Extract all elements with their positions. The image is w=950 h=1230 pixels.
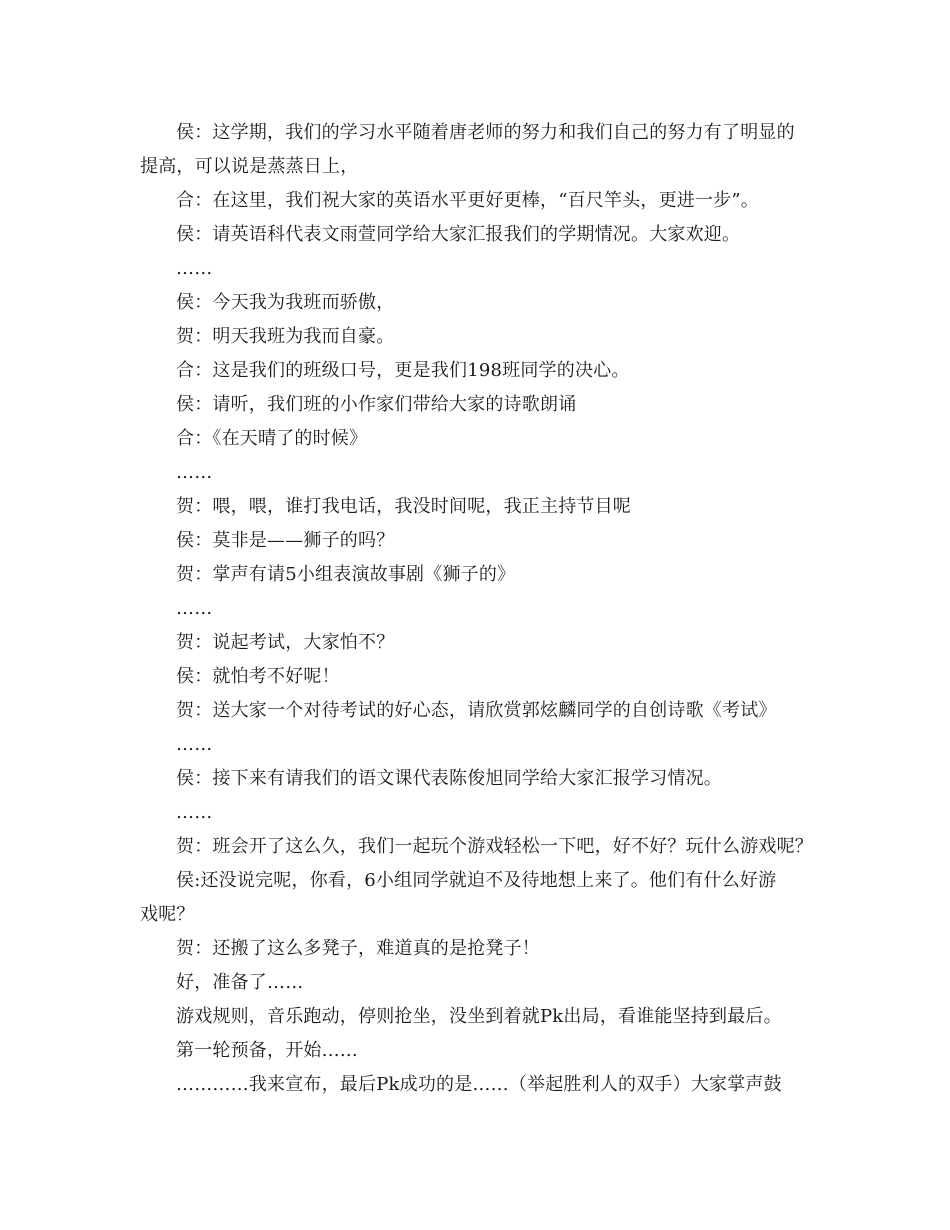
text-line: 贺：掌声有请5小组表演故事剧《狮子的》 — [176, 564, 516, 585]
text-line: 合：在这里，我们祝大家的英语水平更好更棒，“百尺竿头，更进一步”。 — [176, 190, 760, 211]
text-line: 合：这是我们的班级口号，更是我们198班同学的决心。 — [176, 360, 630, 381]
text-line: 游戏规则，音乐跑动，停则抢坐，没坐到着就Pk出局，看谁能坚持到最后。 — [176, 1006, 782, 1027]
text-line: …… — [176, 462, 213, 483]
text-line: 贺：喂，喂，谁打我电话，我没时间呢，我正主持节目呢 — [176, 496, 631, 517]
document-body — [140, 116, 820, 1102]
text-line: …………我来宣布，最后Pk成功的是……（举起胜利人的双手）大家掌声鼓 — [176, 1074, 782, 1095]
text-line: 第一轮预备，开始…… — [176, 1040, 358, 1061]
text-line: …… — [176, 598, 213, 619]
text-line: …… — [176, 258, 213, 279]
text-line: 戏呢？ — [140, 904, 195, 925]
text-line: 贺：还搬了这么多凳子，难道真的是抢凳子！ — [176, 938, 540, 959]
text-line: 贺：说起考试，大家怕不？ — [176, 632, 395, 653]
text-line: 提高，可以说是蒸蒸日上， — [140, 156, 359, 177]
text-line: 侯:还没说完呢，你看，6小组同学就迫不及待地想上来了。他们有什么好游 — [176, 870, 777, 891]
text-line: 合：《在天晴了的时候》 — [176, 428, 368, 449]
text-line: 侯：请英语科代表文雨萱同学给大家汇报我们的学期情况。大家欢迎。 — [176, 224, 741, 245]
text-line: 侯：接下来有请我们的语文课代表陈俊旭同学给大家汇报学习情况。 — [176, 768, 722, 789]
text-line: 侯：就怕考不好呢！ — [176, 666, 340, 687]
text-line: 侯：莫非是——狮子的吗？ — [176, 530, 395, 551]
text-line: 侯：请听，我们班的小作家们带给大家的诗歌朗诵 — [176, 394, 577, 415]
text-line: 贺：送大家一个对待考试的好心态，请欣赏郭炫麟同学的自创诗歌《考试》 — [176, 700, 777, 721]
text-line: 好，准备了…… — [176, 972, 304, 993]
text-line: 贺：明天我班为我而自豪。 — [176, 326, 395, 347]
text-line: …… — [176, 802, 213, 823]
text-line: 贺：班会开了这么久，我们一起玩个游戏轻松一下吧，好不好？玩什么游戏呢？ — [176, 836, 813, 857]
text-line: 侯：这学期，我们的学习水平随着唐老师的努力和我们自己的努力有了明显的 — [176, 122, 795, 143]
text-line: …… — [176, 734, 213, 755]
text-line: 侯：今天我为我班而骄傲， — [176, 292, 395, 313]
